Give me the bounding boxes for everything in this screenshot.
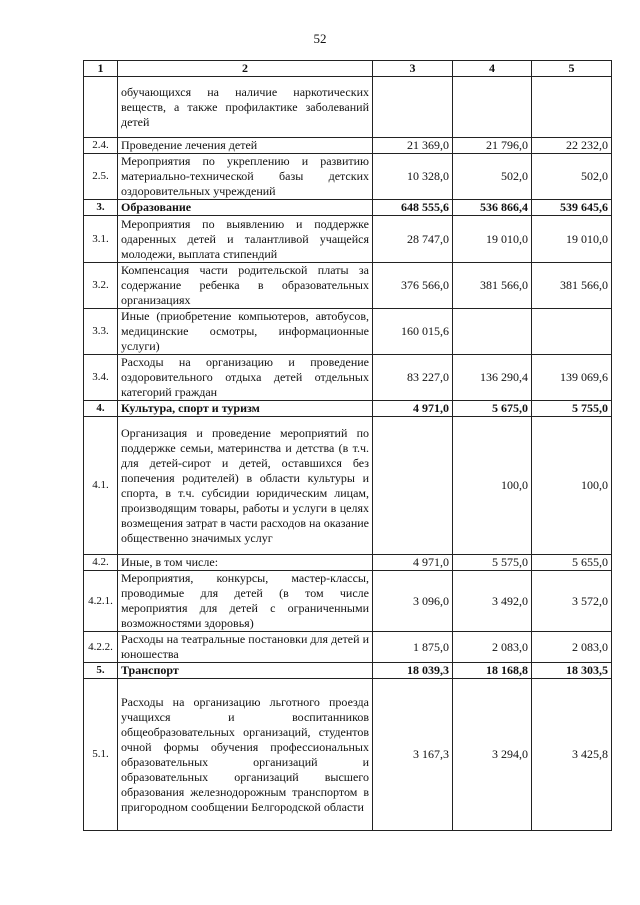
table-header-row [84,61,612,77]
row-name: Расходы на театральные постановки для детей и юношества [118,632,373,663]
value-col-3: 1 875,0 [373,632,453,663]
value-col-5: 5 655,0 [532,555,612,571]
value-col-3: 3 096,0 [373,571,453,632]
row-number: 3.2. [84,263,118,309]
row-number [84,77,118,138]
header-col-4: 4 [453,61,532,77]
row-number: 5. [84,663,118,679]
table-row [84,216,612,263]
row-number: 4.2. [84,555,118,571]
header-col-1: 1 [84,61,118,77]
page-number: 52 [313,31,327,46]
value-col-4: 536 866,4 [453,200,532,216]
row-name: Транспорт [118,663,373,679]
value-col-5: 139 069,6 [532,355,612,401]
value-col-5: 3 425,8 [532,679,612,831]
value-col-5: 22 232,0 [532,138,612,154]
value-col-4: 5 575,0 [453,555,532,571]
value-col-5: 502,0 [532,154,612,200]
value-col-3: 21 369,0 [373,138,453,154]
value-col-5 [532,309,612,355]
row-name: Расходы на организацию и проведение оздоровительного отдыха детей отдельных категорий граждан [118,355,373,401]
value-col-3: 18 039,3 [373,663,453,679]
row-number: 5.1. [84,679,118,831]
value-col-3: 83 227,0 [373,355,453,401]
table-row [84,571,612,632]
row-name: обучающихся на наличие наркотических веществ, а также профилактике заболеваний детей [118,77,373,138]
table-row [84,355,612,401]
table-row [84,679,612,831]
value-col-5: 100,0 [532,417,612,555]
row-number: 4. [84,401,118,417]
value-col-4: 381 566,0 [453,263,532,309]
header-col-5: 5 [532,61,612,77]
section-row [84,663,612,679]
value-col-4 [453,309,532,355]
value-col-3: 160 015,6 [373,309,453,355]
value-col-5 [532,77,612,138]
table-row [84,138,612,154]
value-col-4: 136 290,4 [453,355,532,401]
value-col-4: 21 796,0 [453,138,532,154]
row-name: Мероприятия, конкурсы, мастер-классы, проводимые для детей (в том числе мероприятия для детей с ограниченными возможностями здоровья) [118,571,373,632]
row-number: 3. [84,200,118,216]
table-row [84,154,612,200]
budget-table [83,60,612,831]
value-col-5: 539 645,6 [532,200,612,216]
table-row [84,77,612,138]
section-row [84,401,612,417]
header-col-2: 2 [118,61,373,77]
row-number: 3.3. [84,309,118,355]
value-col-5: 18 303,5 [532,663,612,679]
value-col-4: 18 168,8 [453,663,532,679]
row-name: Мероприятия по укреплению и развитию материально-технической базы детских оздоровительных учреждений [118,154,373,200]
table-row [84,309,612,355]
value-col-3: 10 328,0 [373,154,453,200]
header-col-3: 3 [373,61,453,77]
row-name: Компенсация части родительской платы за содержание ребенка в образовательных организациях [118,263,373,309]
value-col-3 [373,417,453,555]
value-col-3 [373,77,453,138]
value-col-3: 28 747,0 [373,216,453,263]
row-name: Проведение лечения детей [118,138,373,154]
value-col-5: 5 755,0 [532,401,612,417]
value-col-3: 3 167,3 [373,679,453,831]
row-name: Иные, в том числе: [118,555,373,571]
table-row [84,417,612,555]
row-number: 4.2.1. [84,571,118,632]
row-name: Организация и проведение мероприятий по поддержке семьи, материнства и детства (в т.ч. для детей-сирот и детей, оставшихся без попечения родителей) в области культуры и спорта, в т.ч. субсидии юридическим лицам, производящим товары, работы и услуги в целях возмещения затрат в части расходов на оказание общественно значимых услуг [118,417,373,555]
row-number: 4.2.2. [84,632,118,663]
table-row [84,263,612,309]
value-col-4: 2 083,0 [453,632,532,663]
table-row [84,632,612,663]
value-col-3: 648 555,6 [373,200,453,216]
section-row [84,200,612,216]
value-col-3: 4 971,0 [373,401,453,417]
value-col-5: 2 083,0 [532,632,612,663]
value-col-5: 19 010,0 [532,216,612,263]
row-number: 3.4. [84,355,118,401]
row-number: 2.4. [84,138,118,154]
row-number: 4.1. [84,417,118,555]
row-name: Мероприятия по выявлению и поддержке одаренных детей и талантливой учащейся молодежи, выплата стипендий [118,216,373,263]
row-name: Иные (приобретение компьютеров, автобусов, медицинские осмотры, информационные услуги) [118,309,373,355]
row-number: 3.1. [84,216,118,263]
value-col-3: 376 566,0 [373,263,453,309]
row-number: 2.5. [84,154,118,200]
value-col-4: 19 010,0 [453,216,532,263]
row-name: Культура, спорт и туризм [118,401,373,417]
value-col-4: 3 294,0 [453,679,532,831]
value-col-5: 3 572,0 [532,571,612,632]
value-col-4: 100,0 [453,417,532,555]
row-name: Образование [118,200,373,216]
table-row [84,555,612,571]
value-col-4: 502,0 [453,154,532,200]
value-col-4 [453,77,532,138]
value-col-4: 3 492,0 [453,571,532,632]
row-name: Расходы на организацию льготного проезда учащихся и воспитанников общеобразовательных организаций, студентов очной формы обучения профессиональных образовательных организаций и образовательных организаций высшего образования железнодорожным транспортом в пригородном сообщении Белгородской области [118,679,373,831]
value-col-5: 381 566,0 [532,263,612,309]
value-col-3: 4 971,0 [373,555,453,571]
value-col-4: 5 675,0 [453,401,532,417]
